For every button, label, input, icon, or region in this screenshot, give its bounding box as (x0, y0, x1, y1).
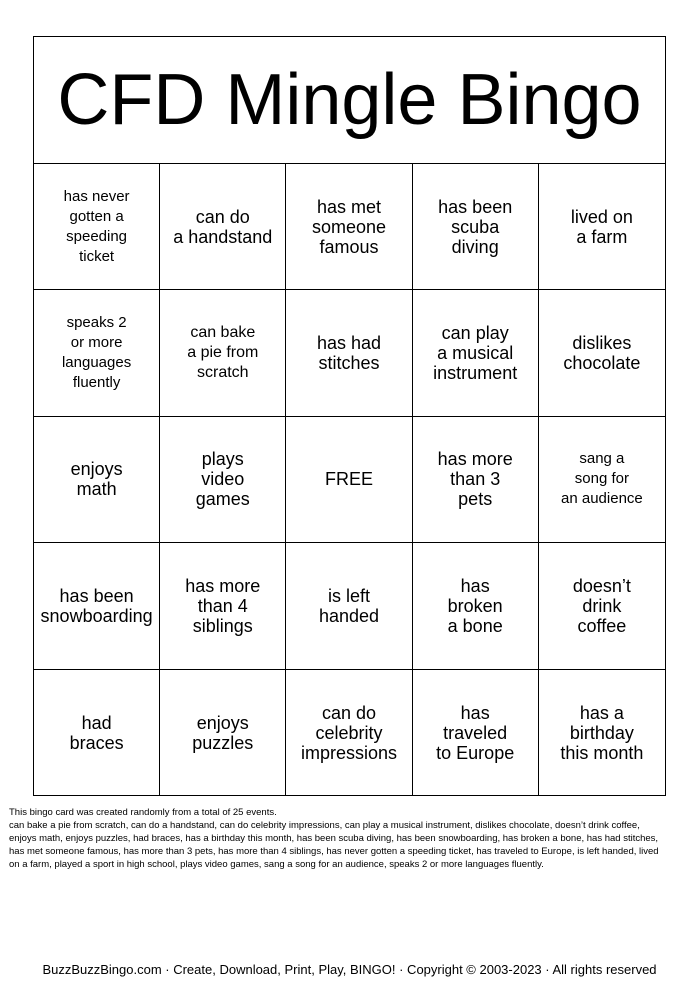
bingo-cell: enjoys puzzles (160, 670, 286, 796)
note-intro: This bingo card was created randomly from a total of 25 events. (9, 807, 277, 818)
bingo-cell: can play a musical instrument (413, 290, 539, 416)
bingo-cell: speaks 2 or more languages fluently (34, 290, 160, 416)
bingo-cell: plays video games (160, 417, 286, 543)
note-event-list: can bake a pie from scratch, can do a handstand, can do celebrity impressions, can play a musical instrument, dislikes chocolate, doesn’t drink coffee, enjoys math, enjoys puzzles, had braces, has a birthday this month, has been scuba diving, has been snowboarding, has broken a bone, has had stitches, has met someone famous, has more than 3 pets, has more than 4 siblings, has never gotten a speeding ticket, has traveled to Europe, is left handed, lived on a farm, played a sport in high school, plays video games, sang a song for an audience, speaks 2 or more languages fluently. (9, 820, 659, 870)
bingo-cell: has been scuba diving (413, 164, 539, 290)
bingo-cell: dislikes chocolate (539, 290, 665, 416)
bingo-cell: has a birthday this month (560, 702, 644, 763)
bingo-cell: can do celebrity impressions (286, 670, 412, 796)
bingo-cell: sang a song for an audience (539, 417, 665, 543)
bingo-cell: has more than 4 siblings (160, 543, 286, 669)
bingo-cell: has more than 3 pets (413, 417, 539, 543)
bingo-cell: is left handed (286, 543, 412, 669)
card-note (9, 806, 669, 871)
bingo-cell: doesn’t drink coffee (539, 543, 665, 669)
bingo-cell: can do a handstand (160, 164, 286, 290)
bingo-cell: has been snowboarding (34, 543, 160, 669)
bingo-cell: has had stitches (286, 290, 412, 416)
bingo-cell: has traveled to Europe (413, 670, 539, 796)
bingo-card (33, 36, 666, 796)
footer: BuzzBuzzBingo.com · Create, Download, Print, Play, BINGO! · Copyright © 2003-2023 · All rights reserved (42, 962, 657, 977)
bingo-cell: has never gotten a speeding ticket (34, 164, 160, 290)
bingo-cell: can bake a pie from scratch (160, 290, 286, 416)
bingo-cell: enjoys math (34, 417, 160, 543)
bingo-cell: lived on a farm (539, 164, 665, 290)
bingo-cell: has met someone famous (286, 164, 412, 290)
card-title: CFD Mingle Bingo (34, 37, 665, 164)
bingo-cell: had braces (34, 670, 160, 796)
bingo-cell: has broken a bone (413, 543, 539, 669)
free-space: FREE (286, 417, 412, 543)
bingo-grid (34, 164, 665, 796)
